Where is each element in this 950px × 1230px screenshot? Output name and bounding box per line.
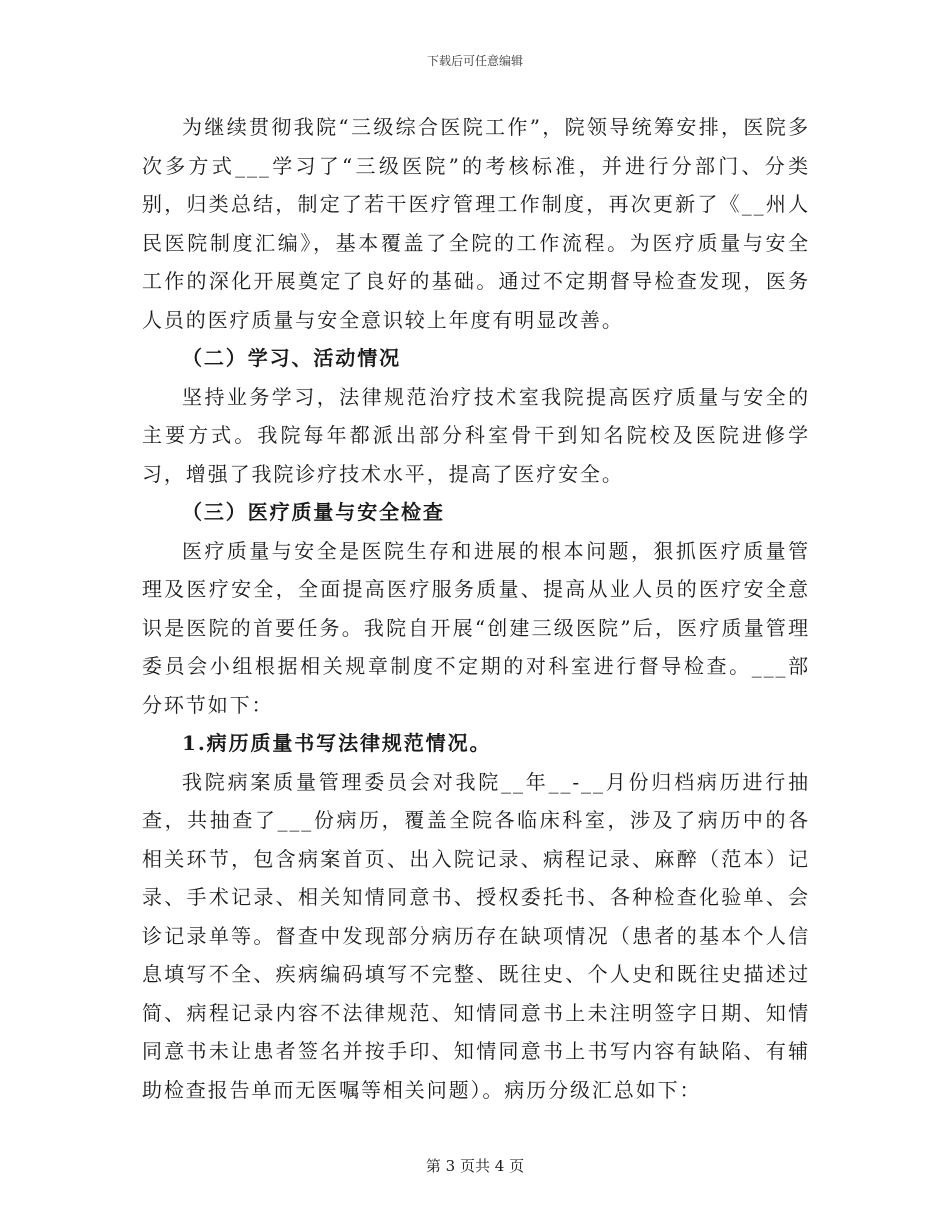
paragraph-intro: 为继续贯彻我院“三级综合医院工作”，院领导统筹安排，医院多次多方式___学习了“三级医院”的考核标准，并进行分部门、分类别，归类总结，制定了若干医疗管理工作制度，再次更新了《__州人民医院制度汇编》，基本覆盖了全院的工作流程。为医疗质量与安全工作的深化开展奠定了良好的基础。通过不定期督导检查发现，医务人员的医疗质量与安全意识较上年度有明显改善。 [142,115,810,332]
section-heading-study: （二）学习、活动情况 [182,346,401,370]
document-body [142,108,810,1109]
page-header: 下载后可任意编辑 [426,54,523,68]
paragraph-inspection: 医疗质量与安全是医院生存和进展的根本问题，狠抓医疗质量管理及医疗安全，全面提高医疗服务质量、提高从业人员的医疗安全意识是医院的首要任务。我院自开展“创建三级医院”后，医疗质量管理委员会小组根据相关规章制度不定期的对科室进行督导检查。___部分环节如下： [142,538,810,717]
subsection-heading-records: 1.病历质量书写法律规范情况。 [182,731,492,755]
section-heading-inspection: （三）医疗质量与安全检查 [182,500,445,524]
paragraph-study: 坚持业务学习，法律规范治疗技术室我院提高医疗质量与安全的主要方式。我院每年都派出部分科室骨干到知名院校及医院进修学习，增强了我院诊疗技术水平，提高了医疗安全。 [142,384,810,486]
paragraph-records: 我院病案质量管理委员会对我院__年__-__月份归档病历进行抽查，共抽查了___份病历，覆盖全院各临床科室，涉及了病历中的各相关环节，包含病案首页、出入院记录、病程记录、麻醉（范本）记录、手术记录、相关知情同意书、授权委托书、各种检查化验单、会诊记录单等。督查中发现部分病历存在缺项情况（患者的基本个人信息填写不全、疾病编码填写不完整、既往史、个人史和既往史描述过简、病程记录内容不法律规范、知情同意书上未注明签字日期、知情同意书未让患者签名并按手印、知情同意书上书写内容有缺陷、有辅助检查报告单而无医嘱等相关问题）。病历分级汇总如下： [142,769,810,1102]
page-number: 第 3 页共 4 页 [425,1157,525,1175]
